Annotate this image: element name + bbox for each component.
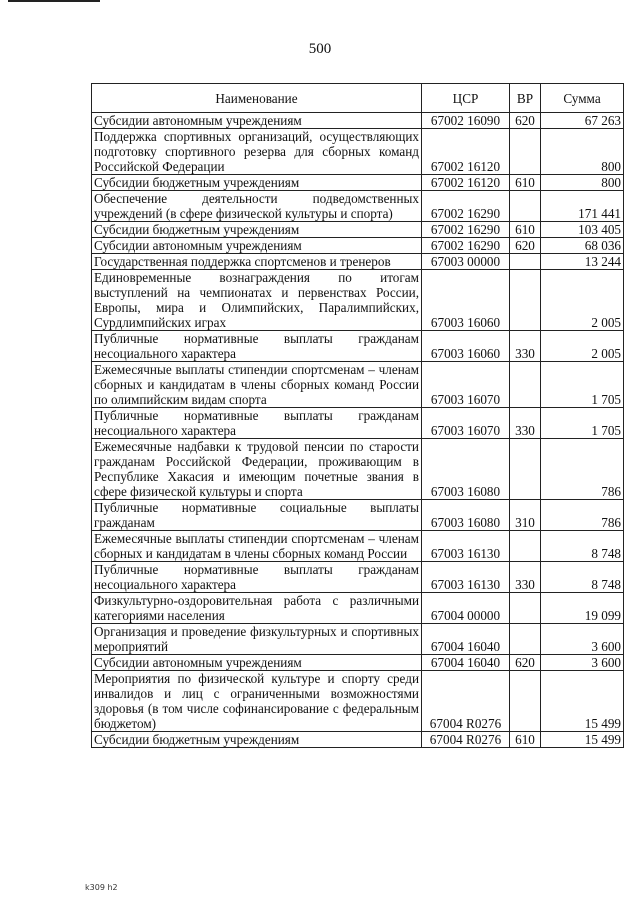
header-sum: Сумма: [541, 84, 624, 113]
row-csr: 67003 16080: [422, 439, 510, 500]
row-csr: 67004 16040: [422, 655, 510, 671]
row-vr: [510, 362, 541, 408]
row-csr: 67004 16040: [422, 624, 510, 655]
row-sum: 800: [541, 129, 624, 175]
table-header-row: [92, 84, 624, 113]
row-vr: 610: [510, 732, 541, 748]
row-sum: 3 600: [541, 624, 624, 655]
row-vr: 330: [510, 331, 541, 362]
table-row: [92, 113, 624, 129]
header-vr: ВР: [510, 84, 541, 113]
row-sum: 15 499: [541, 671, 624, 732]
table-row: [92, 238, 624, 254]
row-csr: 67002 16120: [422, 175, 510, 191]
top-rule: [8, 0, 100, 2]
row-vr: 620: [510, 238, 541, 254]
row-csr: 67002 16290: [422, 238, 510, 254]
row-name: Публичные нормативные выплаты гражданам несоциального характера: [92, 408, 422, 439]
row-csr: 67004 R0276: [422, 671, 510, 732]
row-sum: 19 099: [541, 593, 624, 624]
row-sum: 8 748: [541, 562, 624, 593]
table-row: [92, 655, 624, 671]
row-name: Физкультурно-оздоровительная работа с различными категориями населения: [92, 593, 422, 624]
row-vr: 620: [510, 655, 541, 671]
row-name: Ежемесячные надбавки к трудовой пенсии по старости гражданам Российской Федерации, проживающим в Республике Хакасия и имеющим почетные звания в сфере физической культуры и спорта: [92, 439, 422, 500]
row-csr: 67003 16130: [422, 562, 510, 593]
row-csr: 67003 16060: [422, 331, 510, 362]
row-csr: 67004 R0276: [422, 732, 510, 748]
row-sum: 786: [541, 500, 624, 531]
footer-code: k309 h2: [85, 883, 118, 892]
row-csr: 67003 16130: [422, 531, 510, 562]
row-sum: 13 244: [541, 254, 624, 270]
table-row: [92, 331, 624, 362]
row-csr: 67002 16290: [422, 191, 510, 222]
budget-table: [91, 83, 624, 748]
table-row: [92, 408, 624, 439]
row-csr: 67003 16070: [422, 408, 510, 439]
row-csr: 67003 00000: [422, 254, 510, 270]
row-vr: [510, 593, 541, 624]
row-sum: 103 405: [541, 222, 624, 238]
table-body: [92, 113, 624, 748]
row-name: Обеспечение деятельности подведомственных учреждений (в сфере физической культуры и спорта): [92, 191, 422, 222]
page-number: 500: [308, 41, 332, 57]
row-name: Субсидии бюджетным учреждениям: [92, 732, 422, 748]
table-row: [92, 191, 624, 222]
row-csr: 67002 16290: [422, 222, 510, 238]
row-csr: 67003 16080: [422, 500, 510, 531]
row-csr: 67004 00000: [422, 593, 510, 624]
row-name: Государственная поддержка спортсменов и тренеров: [92, 254, 422, 270]
row-name: Мероприятия по физической культуре и спорту среди инвалидов и лиц с ограниченными возможностями здоровья (в том числе софинансирование с федеральным бюджетом): [92, 671, 422, 732]
row-name: Субсидии автономным учреждениям: [92, 238, 422, 254]
row-name: Ежемесячные выплаты стипендии спортсменам – членам сборных и кандидатам в члены сборных команд России по олимпийским видам спорта: [92, 362, 422, 408]
row-vr: [510, 624, 541, 655]
row-name: Единовременные вознаграждения по итогам выступлений на чемпионатах и первенствах России, Европы, мира и Олимпийских, Паралимпийских, Сурдлимпийских играх: [92, 270, 422, 331]
table-row: [92, 531, 624, 562]
table-row: [92, 624, 624, 655]
row-vr: [510, 671, 541, 732]
table-row: [92, 439, 624, 500]
row-name: Субсидии автономным учреждениям: [92, 113, 422, 129]
row-name: Поддержка спортивных организаций, осуществляющих подготовку спортивного резерва для сборных команд Российской Федерации: [92, 129, 422, 175]
header-csr: ЦСР: [422, 84, 510, 113]
row-vr: 610: [510, 175, 541, 191]
row-name: Организация и проведение физкультурных и спортивных мероприятий: [92, 624, 422, 655]
row-sum: 68 036: [541, 238, 624, 254]
row-sum: 3 600: [541, 655, 624, 671]
table-row: [92, 270, 624, 331]
row-vr: 330: [510, 562, 541, 593]
table-row: [92, 362, 624, 408]
row-name: Субсидии бюджетным учреждениям: [92, 175, 422, 191]
row-sum: 800: [541, 175, 624, 191]
row-sum: 67 263: [541, 113, 624, 129]
row-vr: 310: [510, 500, 541, 531]
row-sum: 1 705: [541, 362, 624, 408]
row-name: Публичные нормативные выплаты гражданам несоциального характера: [92, 562, 422, 593]
row-sum: 2 005: [541, 270, 624, 331]
row-sum: 8 748: [541, 531, 624, 562]
header-name: Наименование: [92, 84, 422, 113]
row-name: Ежемесячные выплаты стипендии спортсменам – членам сборных и кандидатам в члены сборных команд России: [92, 531, 422, 562]
row-name: Публичные нормативные выплаты гражданам несоциального характера: [92, 331, 422, 362]
table-row: [92, 562, 624, 593]
table-row: [92, 593, 624, 624]
row-vr: 330: [510, 408, 541, 439]
row-csr: 67003 16070: [422, 362, 510, 408]
row-vr: [510, 531, 541, 562]
row-name: Субсидии бюджетным учреждениям: [92, 222, 422, 238]
row-vr: 620: [510, 113, 541, 129]
row-csr: 67002 16090: [422, 113, 510, 129]
table-row: [92, 129, 624, 175]
row-vr: [510, 129, 541, 175]
row-vr: [510, 439, 541, 500]
table-row: [92, 175, 624, 191]
row-sum: 786: [541, 439, 624, 500]
row-sum: 2 005: [541, 331, 624, 362]
row-csr: 67002 16120: [422, 129, 510, 175]
table-row: [92, 500, 624, 531]
table-row: [92, 671, 624, 732]
row-vr: [510, 270, 541, 331]
row-name: Публичные нормативные социальные выплаты гражданам: [92, 500, 422, 531]
row-csr: 67003 16060: [422, 270, 510, 331]
table-row: [92, 222, 624, 238]
table-row: [92, 254, 624, 270]
row-name: Субсидии автономным учреждениям: [92, 655, 422, 671]
row-sum: 15 499: [541, 732, 624, 748]
row-vr: [510, 191, 541, 222]
table-row: [92, 732, 624, 748]
row-sum: 171 441: [541, 191, 624, 222]
row-vr: [510, 254, 541, 270]
row-vr: 610: [510, 222, 541, 238]
row-sum: 1 705: [541, 408, 624, 439]
